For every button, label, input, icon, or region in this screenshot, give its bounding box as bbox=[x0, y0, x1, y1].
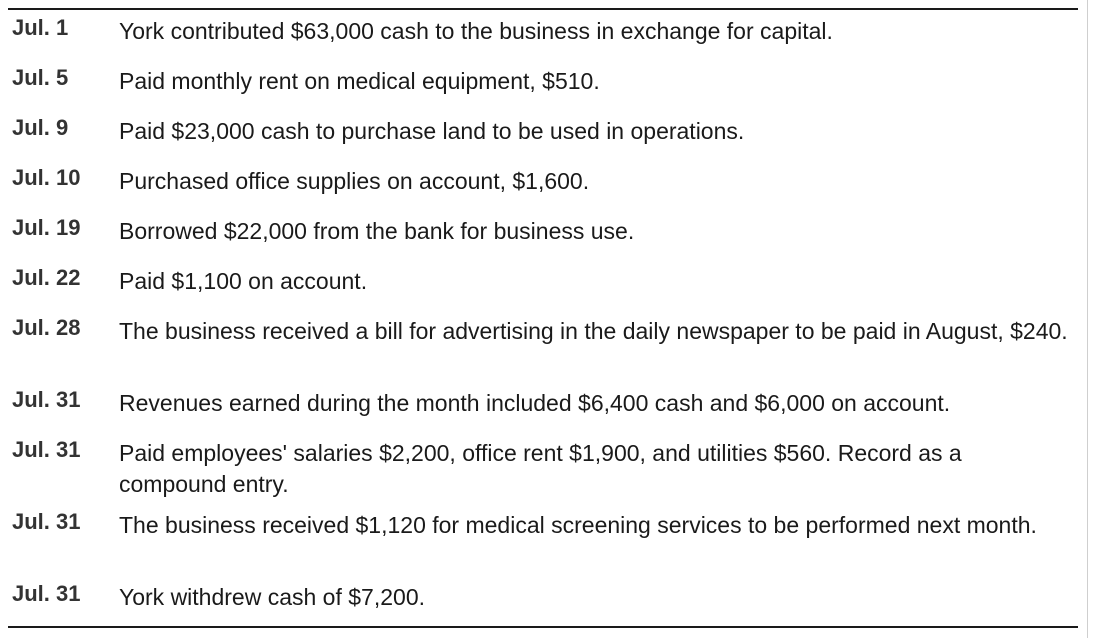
transaction-date: Jul. 31 bbox=[12, 509, 81, 534]
transaction-date: Jul. 19 bbox=[12, 215, 81, 240]
transaction-description: Borrowed $22,000 from the bank for business use. bbox=[119, 218, 635, 244]
transaction-date: Jul. 10 bbox=[12, 165, 81, 190]
transaction-description: Purchased office supplies on account, $1,600. bbox=[119, 168, 590, 194]
transaction-description: Paid employees' salaries $2,200, office rent $1,900, and utilities $560. Record as a compound entry. bbox=[119, 440, 962, 497]
top-rule bbox=[8, 8, 1078, 10]
transaction-description: Paid monthly rent on medical equipment, $510. bbox=[119, 68, 600, 94]
transaction-description: York contributed $63,000 cash to the business in exchange for capital. bbox=[119, 18, 833, 44]
transaction-date: Jul. 1 bbox=[12, 15, 69, 40]
scroll-edge bbox=[1087, 0, 1088, 638]
transaction-description: Paid $23,000 cash to purchase land to be used in operations. bbox=[119, 118, 745, 144]
transaction-description: The business received a bill for advertising in the daily newspaper to be paid in August, $240. bbox=[119, 318, 1068, 344]
transaction-date: Jul. 31 bbox=[12, 581, 81, 606]
transaction-date: Jul. 31 bbox=[12, 437, 81, 462]
transaction-date: Jul. 9 bbox=[12, 115, 69, 140]
bottom-rule bbox=[8, 626, 1078, 628]
transaction-date: Jul. 31 bbox=[12, 387, 81, 412]
transaction-description: Revenues earned during the month included $6,400 cash and $6,000 on account. bbox=[119, 390, 951, 416]
transaction-date: Jul. 5 bbox=[12, 65, 69, 90]
transaction-date: Jul. 22 bbox=[12, 265, 81, 290]
transaction-description: York withdrew cash of $7,200. bbox=[119, 584, 425, 610]
transaction-description: The business received $1,120 for medical screening services to be performed next month. bbox=[119, 512, 1037, 538]
transaction-description: Paid $1,100 on account. bbox=[119, 268, 368, 294]
transaction-date: Jul. 28 bbox=[12, 315, 81, 340]
